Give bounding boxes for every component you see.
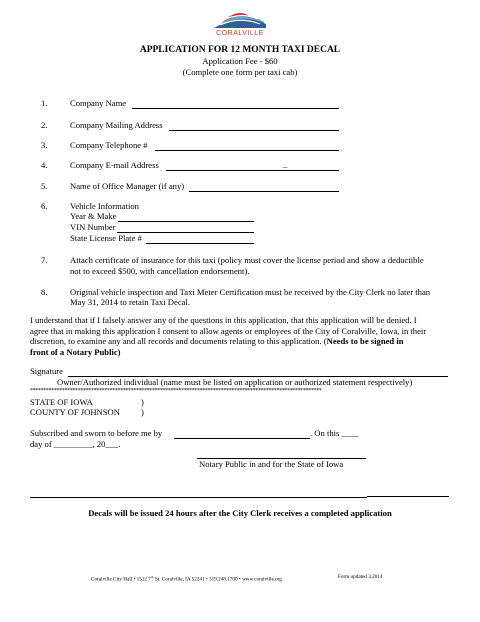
logo-text: CORALVILLE — [216, 30, 264, 37]
email-suffix: _ — [283, 159, 288, 169]
plate-label: State License Plate # — [70, 233, 142, 243]
statement-line-2: agree that in making this application I consent to allow agents or employees of the City of Coralville, Iowa, in their — [30, 326, 427, 336]
form-note: (Complete one form per taxi cab) — [182, 67, 298, 77]
inspection-text-2: May 31, 2014 to retain Taxi Decal. — [70, 297, 190, 307]
item-number: 6. — [41, 201, 48, 211]
item-number: 5. — [41, 181, 48, 191]
email-label: Company E-mail Address — [70, 160, 159, 170]
plate-field[interactable] — [146, 243, 254, 244]
mailing-address-label: Company Mailing Address — [70, 120, 163, 130]
separator: ************************************************************************************************************** — [30, 388, 322, 394]
item-number: 1. — [41, 98, 48, 108]
mailing-address-field[interactable] — [169, 130, 339, 131]
statement-line-1: I understand that if I falsely answer any of the questions in this application, that this application will be denied. I — [30, 315, 417, 325]
company-name-label: Company Name — [70, 98, 127, 108]
email-field[interactable] — [166, 170, 339, 171]
logo-waves-icon — [212, 2, 268, 30]
footer-address-b: St. Coralville, IA 52241 • 319.248.1700 • www.coralville.org — [153, 576, 282, 583]
inspection-text-1: Original vehicle inspection and Taxi Meter Certification must be received by the City Clerk no later than — [70, 287, 431, 297]
signature-caption: Owner/Authorized individual (name must be listed on application or authorized statement respectively) — [57, 377, 413, 387]
footer-address-a: Coralville City Hall • 1512 7 — [91, 576, 151, 583]
sworn-label: Subscribed and sworn to before me by — [30, 428, 163, 438]
coralville-logo — [212, 2, 268, 38]
company-name-field[interactable] — [132, 108, 339, 109]
notary-public-label: Notary Public in and for the State of Iowa — [199, 459, 344, 469]
office-manager-label: Name of Office Manager (if any) — [70, 181, 185, 191]
signature-label: Signature — [30, 366, 63, 376]
clerk-line-left — [30, 497, 367, 498]
on-this-text: . On this ____ — [310, 428, 359, 438]
year-make-field[interactable] — [118, 221, 254, 222]
year-make-label: Year & Make — [70, 211, 117, 221]
office-manager-field[interactable] — [189, 191, 339, 192]
notary-requirement: Needs to be signed in — [326, 336, 404, 346]
county-label: COUNTY OF JOHNSON — [30, 407, 120, 417]
county-paren: ) — [141, 407, 144, 417]
telephone-field[interactable] — [155, 150, 339, 151]
item-number: 4. — [41, 160, 48, 170]
item-number: 7. — [41, 255, 48, 265]
issue-notice: Decals will be issued 24 hours after the City Clerk receives a completed application — [88, 508, 392, 518]
item-number: 8. — [41, 287, 48, 297]
statement-line-3-text: discretion, to examine any and all records and documents relating to this application. ( — [30, 336, 327, 346]
statement-line-3 — [30, 336, 404, 347]
form-updated: Form updated 3.2014 — [338, 574, 383, 580]
insurance-text-1: Attach certificate of insurance for this taxi (policy must cover the license period and show a deductible — [70, 255, 424, 265]
form-title: APPLICATION FOR 12 MONTH TAXI DECAL — [139, 45, 341, 55]
sworn-name-field[interactable] — [174, 438, 310, 439]
vehicle-info-label: Vehicle Information — [70, 201, 139, 211]
item-number: 2. — [41, 120, 48, 130]
telephone-label: Company Telephone # — [70, 140, 148, 150]
insurance-text-2: not to exceed $500, with cancellation endorsement). — [70, 266, 250, 276]
footer-address-sup: th — [150, 575, 154, 579]
statement-line-4: front of a Notary Public) — [30, 347, 121, 357]
vin-label: VIN Number — [70, 222, 116, 232]
state-label: STATE OF IOWA — [30, 397, 93, 407]
application-fee: Application Fee - $60 — [202, 56, 278, 66]
state-paren: ) — [141, 397, 144, 407]
clerk-line-right — [367, 496, 449, 497]
day-of-text: day of _________, 20___. — [30, 439, 121, 449]
item-number: 3. — [41, 140, 48, 150]
footer-address — [91, 574, 282, 584]
